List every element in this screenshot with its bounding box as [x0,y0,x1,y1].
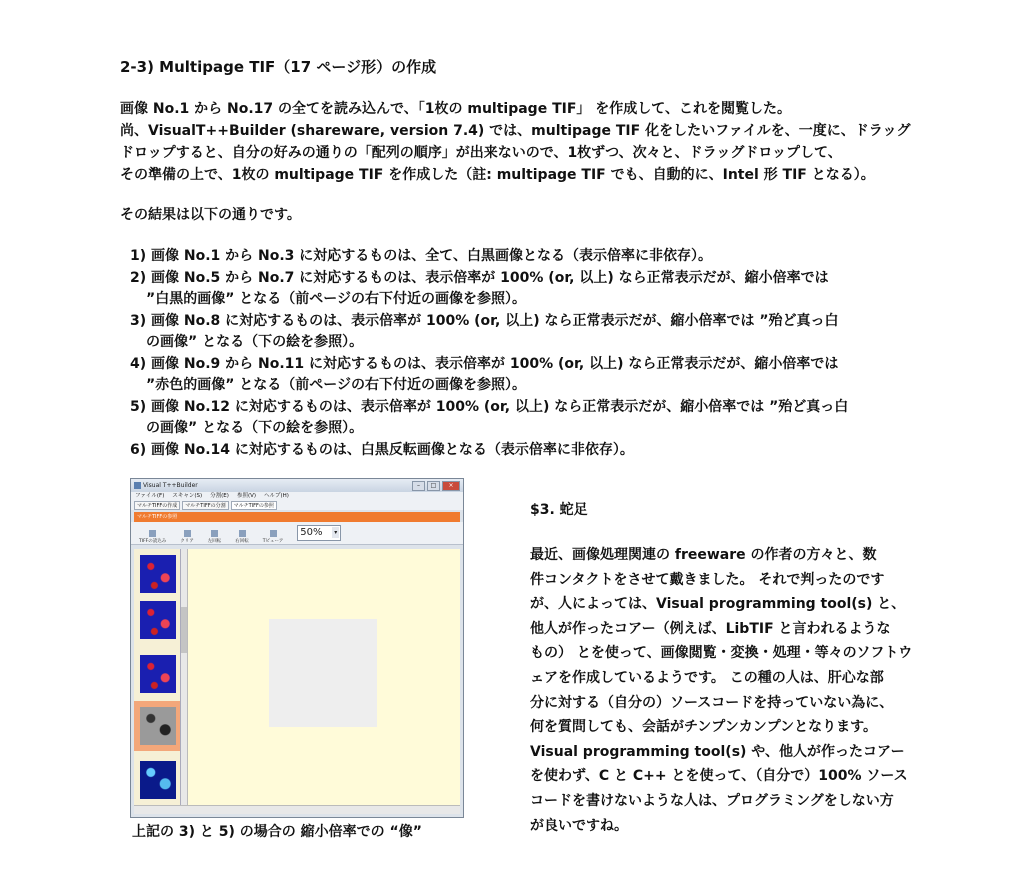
menu-item-scan[interactable]: スキャン(S) [172,493,203,499]
intro-line: 尚、VisualT++Builder (shareware, version 7.4) では、multipage TIF 化をしたいファイルを、一度に、ドラッグ [120,123,911,139]
menu-bar [131,492,463,501]
rotate-left-button[interactable]: 左回転 [208,530,222,544]
list-item: 1) 画像 No.1 から No.3 に対応するものは、全て、白黒画像となる（表示倍率に非依存）。 [130,248,713,264]
section3-title: $3. 蛇足 [530,502,588,518]
tab-bar [131,501,463,510]
section3-line: Visual programming tool(s) や、他人が作ったコアー [530,743,905,760]
list-item: 2) 画像 No.5 から No.7 に対応するものは、表示倍率が 100% (or, 以上) なら正常表示だが、縮小倍率では [130,269,829,286]
thumbnail-image[interactable] [140,601,176,639]
viewer-body [134,549,460,805]
folder-icon [149,530,156,537]
reduced-image-preview [269,619,377,727]
result-statement: その結果は以下の通りです。 [120,207,301,223]
rotate-left-icon [211,530,218,537]
section3-line: が良いですね。 [530,817,628,834]
close-icon[interactable]: × [442,481,460,491]
rotate-right-button[interactable]: 右回転 [235,530,249,544]
panel-header: マルチTIFFの参照 [134,512,460,522]
list-item: 3) 画像 No.8 に対応するものは、表示倍率が 100% (or, 以上) なら正常表示だが、縮小倍率では ”殆ど真っ白 [130,312,839,329]
tab-view[interactable]: マルチTIFFの参照 [231,501,277,510]
section3-line: もの） とを使って、画像閲覧・変換・処理・等々のソフトウ [530,645,913,662]
section3-line: 最近、画像処理関連の freeware の作者の方々と、数 [530,547,877,563]
intro-paragraph [120,98,911,186]
tab-create[interactable]: マルチTIFFの作成 [134,501,180,510]
window-titlebar [131,479,463,492]
screenshot-caption: 上記の 3) と 5) の場合の 縮小倍率での “像” [132,824,422,840]
list-item-continuation: ”赤色的画像” となる（前ページの右下付近の画像を参照）。 [146,377,526,393]
maximize-icon[interactable]: □ [427,481,440,491]
chevron-down-icon: ▾ [334,529,338,536]
list-item: 6) 画像 No.14 に対応するものは、白黒反転画像となる（表示倍率に非依存）。 [130,441,634,458]
menu-item-file[interactable]: ファイル(F) [135,493,165,499]
intro-line: ドロップすると、自分の好みの通りの「配列の順序」が出来ないので、1枚ずつ、次々と、ドラッグドロップして、 [120,145,842,161]
page-icon [184,530,191,537]
minimize-icon[interactable]: – [412,481,425,491]
tab-split[interactable]: マルチTIFFの分割 [182,501,228,510]
section3-line: 分に対する（自分の）ソースコードを持っていない為に、 [530,694,894,711]
thumbnail-scrollbar[interactable] [181,549,188,805]
viewer-icon [270,530,277,537]
section-heading: 2-3) Multipage TIF（17 ページ形）の作成 [120,58,437,76]
menu-item-split[interactable]: 分割(E) [210,493,229,499]
section3-line: が、人によっては、Visual programming tool(s) と、 [530,596,906,613]
result-list [130,246,848,461]
section3-line: 件コンタクトをさせて戴きました。 それで判ったのです [530,571,885,588]
section3-line: コードを書けないような人は、プログラミングをしない方 [530,792,894,809]
thumbnail-strip [134,549,181,805]
section3-line: 何を質問しても、会話がチンプンカンプンとなります。 [530,719,878,736]
list-item-continuation: の画像” となる（下の絵を参照）。 [146,334,364,350]
load-tiff-button[interactable]: TIFFの読込み [139,530,166,544]
intro-line: その準備の上で、1枚の multipage TIF を作成した（註: multipage TIF でも、自動的に、Intel 形 TIF となる）。 [120,167,875,183]
horizontal-scrollbar[interactable] [134,805,460,814]
section3-line: ェアを作成しているようです。 この種の人は、肝心な部 [530,669,884,686]
image-canvas [188,549,460,805]
app-screenshot-window [130,478,464,818]
zoom-select[interactable]: 50% ▾ [297,525,341,541]
rotate-right-icon [239,530,246,537]
section3-paragraph [530,543,912,838]
thumbnail-image[interactable] [140,761,176,799]
intro-line: 画像 No.1 から No.17 の全てを読み込んで、「1枚の multipage TIF」 を作成して、これを閲覧した。 [120,101,791,117]
toolbar [131,522,463,545]
list-item-continuation: の画像” となる（下の絵を参照）。 [146,420,364,436]
clear-button[interactable]: クリア [180,530,194,544]
thumbnail-image-selected[interactable] [140,707,176,745]
thumbnail-image[interactable] [140,555,176,593]
thumbnail-image[interactable] [140,655,176,693]
list-item: 5) 画像 No.12 に対応するものは、表示倍率が 100% (or, 以上) なら正常表示だが、縮小倍率では ”殆ど真っ白 [130,398,849,415]
app-icon [134,482,141,489]
section3-line: 他人が作ったコアー（例えば、LibTIF と言われるような [530,620,891,637]
tiff-viewer-button[interactable]: Tビューア [263,530,284,544]
window-controls [412,481,460,491]
section3-line: を使わず、C と C++ とを使って、（自分で）100% ソース [530,768,908,785]
list-item: 4) 画像 No.9 から No.11 に対応するものは、表示倍率が 100% (or, 以上) なら正常表示だが、縮小倍率では [130,355,839,372]
scrollbar-thumb[interactable] [181,607,187,653]
menu-item-help[interactable]: ヘルプ(H) [264,493,289,499]
window-title: Visual T++Builder [143,482,198,489]
menu-item-view[interactable]: 参照(V) [236,493,256,499]
list-item-continuation: ”白黒的画像” となる（前ページの右下付近の画像を参照）。 [146,291,526,307]
